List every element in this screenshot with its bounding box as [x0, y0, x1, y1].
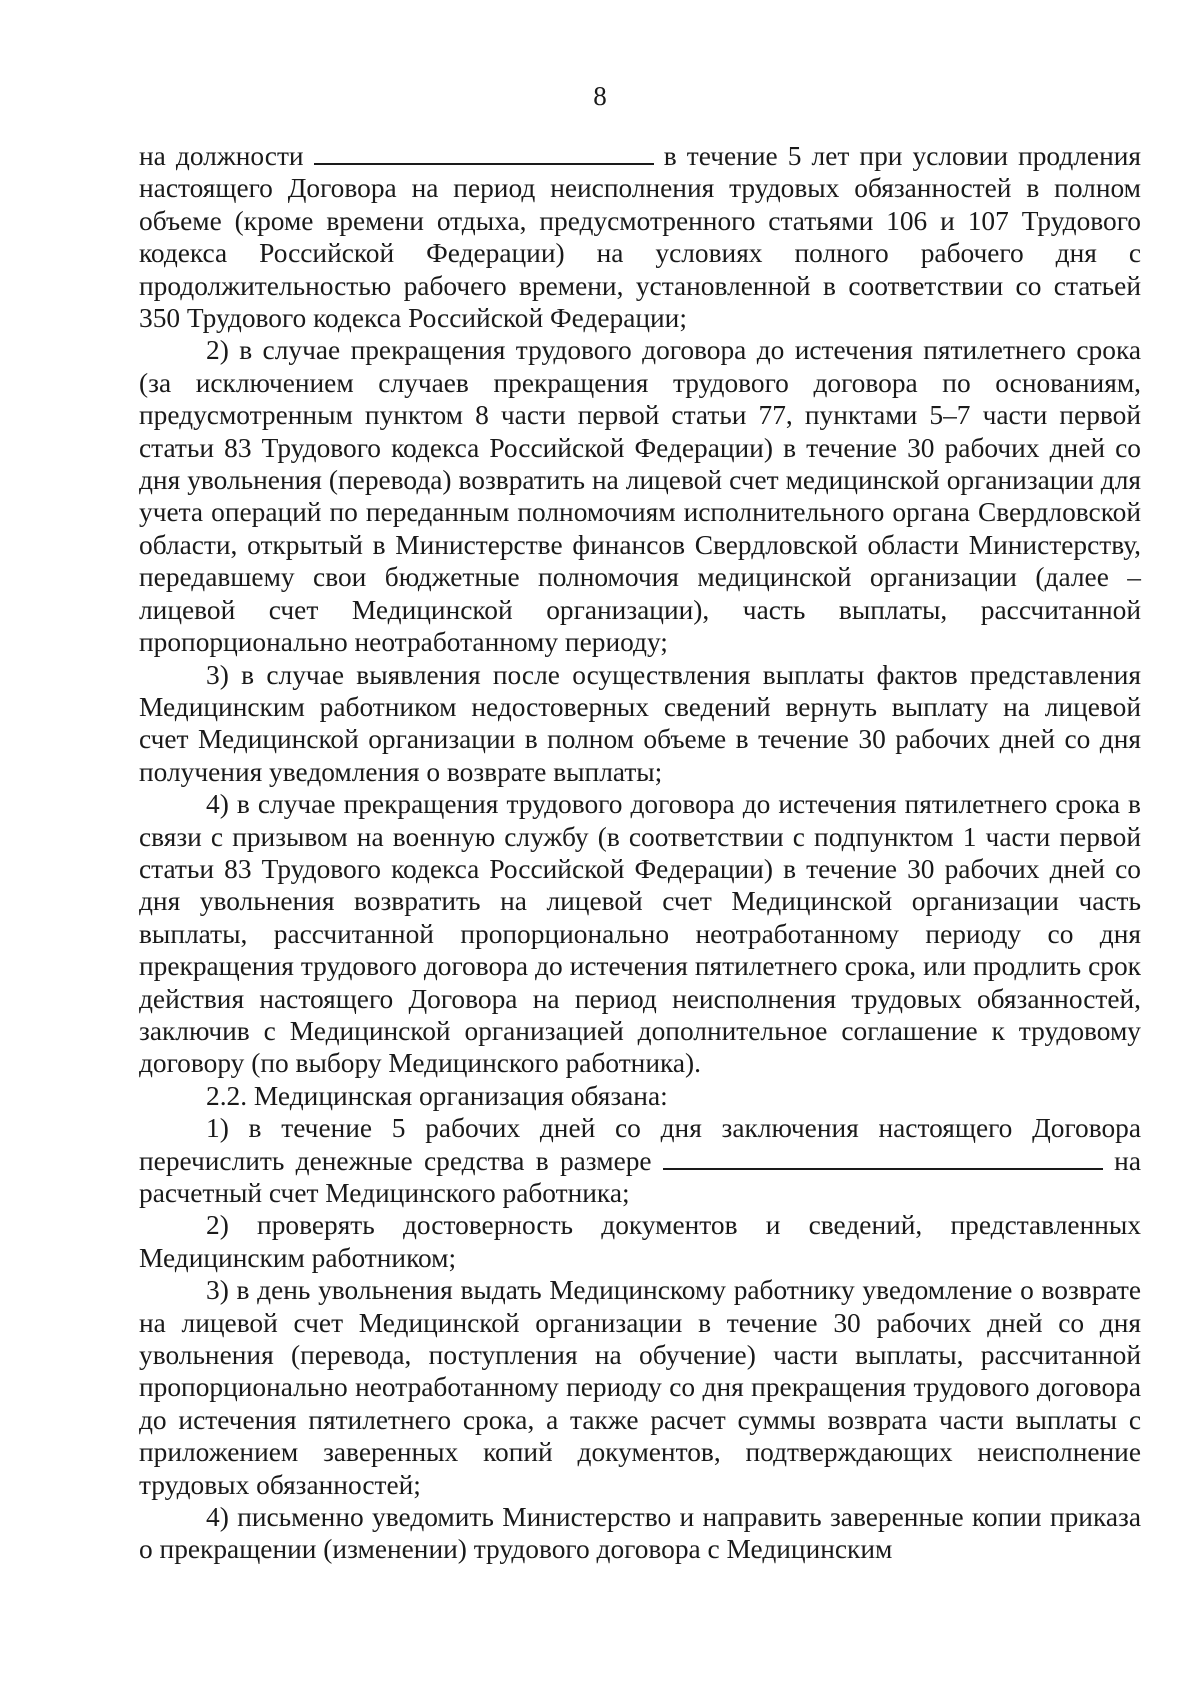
paragraph-text: в течение 5 лет при условии продления настоящего Договора на период неисполнения трудовых обязанностей в полном объеме (кроме времени отдыха, предусмотренного статьями 106 и 107 Трудового кодекса Российской Федерации) на условиях полного рабочего дня с продолжительностью рабочего времени, установленной в соответствии со статьей 350 Трудового кодекса Российской Федерации; [139, 141, 1142, 334]
paragraph-text: на должности [139, 141, 314, 171]
paragraph-item-4: 4) в случае прекращения трудового договора до истечения пятилетнего срока в связи с призывом на военную службу (в соответствии с подпунктом 1 части первой статьи 83 Трудового кодекса Российской Федерации) в течение 30 рабочих дней со дня увольнения возвратить на лицевой счет Медицинской организации часть выплаты, рассчитанной пропорционально неотработанному периоду со дня прекращения трудового договора до истечения пятилетнего срока, или продлить срок действия настоящего Договора на период неисполнения трудовых обязанностей, заключив с Медицинской организацией дополнительное соглашение к трудовому договору (по выбору Медицинского работника). [139, 789, 1141, 1079]
paragraph-item-3: 3) в случае выявления после осуществления выплаты фактов представления Медицинским работником недостоверных сведений вернуть выплату на лицевой счет Медицинской организации в полном объеме в течение 30 рабочих дней со дня получения уведомления о возврате выплаты; [139, 659, 1141, 787]
paragraph-position-term [139, 140, 1141, 334]
page-number: 8 [593, 81, 607, 111]
section-heading-2-2: 2.2. Медицинская организация обязана: [206, 1080, 668, 1111]
paragraph-item-2: 2) в случае прекращения трудового договора до истечения пятилетнего срока (за исключением случаев прекращения трудового договора по основаниям, предусмотренным пунктом 8 части первой статьи 77, пунктами 5–7 части первой статьи 83 Трудового кодекса Российской Федерации) в течение 30 рабочих дней со дня увольнения (перевода) возвратить на лицевой счет медицинской организации для учета операций по переданным полномочиям исполнительного органа Свердловской области, открытый в Министерстве финансов Свердловской области Министерству, передавшему свои бюджетные полномочия медицинской организации (далее – лицевой счет Медицинской организации), часть выплаты, рассчитанной пропорционально неотработанному периоду; [139, 335, 1141, 658]
paragraph-text: 1) в течение 5 рабочих дней со дня заключения настоящего Договора перечислить денежные средства в размере [139, 1113, 1141, 1176]
position-blank-line [314, 141, 654, 165]
paragraph-item-2-2-2: 2) проверять достоверность документов и сведений, представленных Медицинским работником; [139, 1210, 1141, 1273]
paragraph-item-2-2-4: 4) письменно уведомить Министерство и направить заверенные копии приказа о прекращении (изменении) трудового договора с Медицинским [139, 1502, 1141, 1565]
document-body [139, 140, 1141, 1566]
paragraph-item-2-2-3: 3) в день увольнения выдать Медицинскому работнику уведомление о возврате на лицевой счет Медицинской организации в течение 30 рабочих дней со дня увольнения (перевода, поступления на обучение) части выплаты, рассчитанной пропорционально неотработанному периоду со дня прекращения трудового договора до истечения пятилетнего срока, а также расчет суммы возврата части выплаты с приложением заверенных копий документов, подтверждающих неисполнение трудовых обязанностей; [139, 1275, 1141, 1500]
paragraph-text: на расчетный счет Медицинского работника; [139, 1145, 1141, 1208]
paragraph-item-2-2-1 [139, 1112, 1141, 1209]
amount-blank-line [663, 1146, 1103, 1170]
